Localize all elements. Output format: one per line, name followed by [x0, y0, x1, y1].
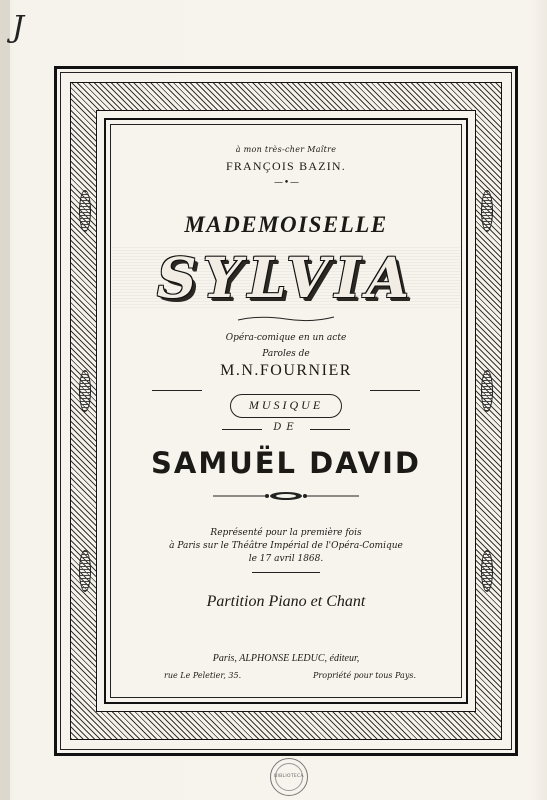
library-stamp-text: BIBLIOTECA: [275, 763, 303, 791]
publisher-line: Paris, ALPHONSE LEDUC, éditeur,: [212, 653, 360, 664]
dedicatee-name: FRANÇOIS BAZIN.: [225, 159, 346, 173]
title-page-content: [112, 126, 460, 696]
title-swash-ornament: [236, 314, 336, 324]
music-rule-left: [152, 390, 202, 391]
librettist-name: M.N.FOURNIER: [220, 362, 352, 379]
title-line-1: MADEMOISELLE: [184, 212, 388, 237]
right-border-ornament: [481, 370, 493, 412]
premiere-line-3: le 17 avril 1868.: [248, 554, 324, 564]
library-stamp: [270, 758, 308, 796]
dedication-line: à mon très-cher Maître: [235, 145, 337, 154]
libretto-label: Paroles de: [262, 349, 310, 359]
premiere-line-2: à Paris sur le Théâtre Impérial de l'Opéra-Comique: [169, 541, 403, 551]
publisher-address: rue Le Peletier, 35.: [164, 671, 242, 680]
ornamental-divider: [211, 490, 361, 502]
left-border-ornament: [79, 370, 91, 412]
left-border-ornament: [79, 550, 91, 592]
music-rule-right: [370, 390, 420, 391]
right-border-ornament: [481, 550, 493, 592]
music-label: MUSIQUE: [248, 398, 324, 412]
opera-subtitle: Opéra-comique en un acte: [225, 333, 347, 343]
short-divider-rule: [252, 572, 320, 573]
rights-notice: Propriété pour tous Pays.: [312, 671, 416, 680]
by-label: DE: [273, 422, 299, 433]
score-type: Partition Piano et Chant: [206, 593, 366, 610]
margin-handwritten-mark: J: [12, 10, 25, 45]
composer-name: SAMUËL DAVID: [151, 446, 421, 480]
small-divider-ornament: — • —: [273, 178, 299, 188]
binding-edge: [0, 0, 10, 800]
right-border-ornament: [481, 190, 493, 232]
title-line-2: SYLVIA: [112, 245, 460, 310]
left-border-ornament: [79, 190, 91, 232]
premiere-line-1: Représenté pour la première fois: [210, 528, 362, 538]
